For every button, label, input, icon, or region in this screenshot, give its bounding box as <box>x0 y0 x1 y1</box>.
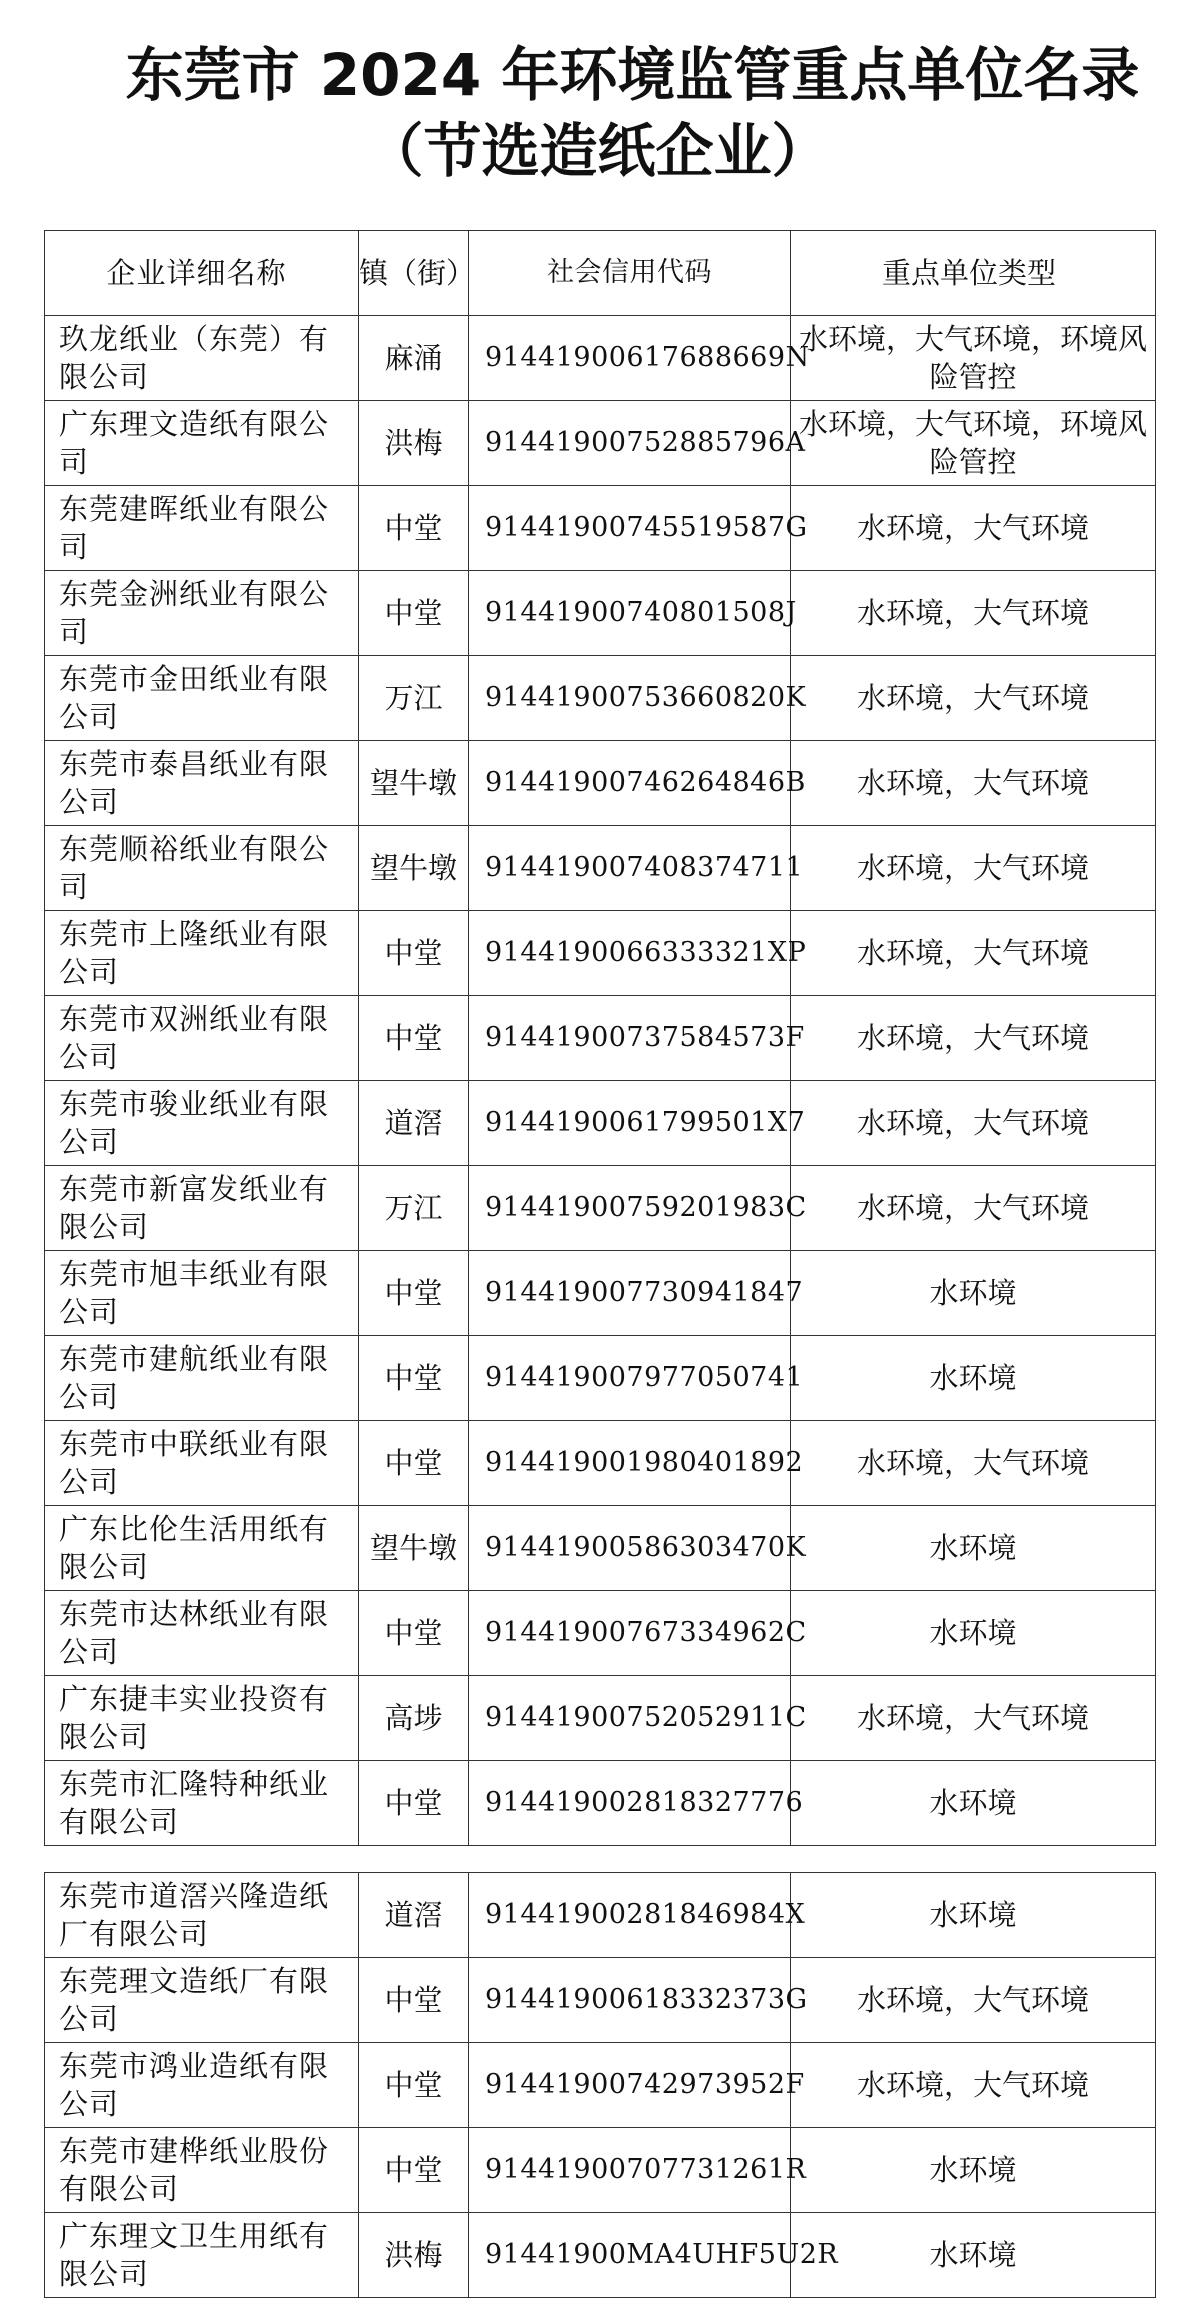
company-name: 东莞市双洲纸业有限公司 <box>45 996 359 1081</box>
company-name: 广东理文卫生用纸有限公司 <box>45 2213 359 2298</box>
page-title: 东莞市 2024 年环境监管重点单位名录 <box>125 41 1140 109</box>
credit-code: 91441900MA4UHF5U2R <box>469 2213 791 2298</box>
unit-type: 水环境 <box>791 1336 1156 1421</box>
enterprise-table <box>44 230 1156 1846</box>
credit-code: 914419007730941847 <box>469 1251 791 1336</box>
town-name: 中堂 <box>359 1591 469 1676</box>
town-name: 洪梅 <box>359 401 469 486</box>
company-name: 东莞市骏业纸业有限公司 <box>45 1081 359 1166</box>
table-row <box>45 1873 1156 1958</box>
company-name: 广东理文造纸有限公司 <box>45 401 359 486</box>
town-name: 中堂 <box>359 1421 469 1506</box>
town-name: 望牛墩 <box>359 1506 469 1591</box>
table-row <box>45 741 1156 826</box>
credit-code: 91441900707731261R <box>469 2128 791 2213</box>
unit-type: 水环境，大气环境 <box>791 1421 1156 1506</box>
credit-code: 91441900742973952F <box>469 2043 791 2128</box>
header-name: 企业详细名称 <box>45 231 359 316</box>
company-name: 东莞市道滘兴隆造纸厂有限公司 <box>45 1873 359 1958</box>
credit-code: 91441900617688669N <box>469 316 791 401</box>
table-row <box>45 826 1156 911</box>
table-row <box>45 1081 1156 1166</box>
town-name: 洪梅 <box>359 2213 469 2298</box>
town-name: 中堂 <box>359 996 469 1081</box>
unit-type: 水环境 <box>791 1761 1156 1846</box>
town-name: 望牛墩 <box>359 741 469 826</box>
header-town: 镇（街） <box>359 231 469 316</box>
credit-code: 914419007977050741 <box>469 1336 791 1421</box>
unit-type: 水环境 <box>791 1506 1156 1591</box>
table-row <box>45 1676 1156 1761</box>
company-name: 东莞市泰昌纸业有限公司 <box>45 741 359 826</box>
credit-code: 91441900740801508J <box>469 571 791 656</box>
company-name: 玖龙纸业（东莞）有限公司 <box>45 316 359 401</box>
header-code: 社会信用代码 <box>469 231 791 316</box>
town-name: 中堂 <box>359 1761 469 1846</box>
header-type: 重点单位类型 <box>791 231 1156 316</box>
table-header-row <box>45 231 1156 316</box>
table-row <box>45 571 1156 656</box>
credit-code: 91441900281846984X <box>469 1873 791 1958</box>
town-name: 望牛墩 <box>359 826 469 911</box>
unit-type: 水环境 <box>791 2128 1156 2213</box>
company-name: 东莞市中联纸业有限公司 <box>45 1421 359 1506</box>
town-name: 中堂 <box>359 571 469 656</box>
credit-code: 91441900752052911C <box>469 1676 791 1761</box>
company-name: 东莞理文造纸厂有限公司 <box>45 1958 359 2043</box>
credit-code: 91441900767334962C <box>469 1591 791 1676</box>
town-name: 高埗 <box>359 1676 469 1761</box>
unit-type: 水环境，大气环境 <box>791 656 1156 741</box>
unit-type: 水环境 <box>791 1873 1156 1958</box>
table-row <box>45 1761 1156 1846</box>
table-row <box>45 1591 1156 1676</box>
town-name: 中堂 <box>359 486 469 571</box>
town-name: 中堂 <box>359 1251 469 1336</box>
credit-code: 91441900745519587G <box>469 486 791 571</box>
town-name: 中堂 <box>359 1958 469 2043</box>
unit-type: 水环境，大气环境 <box>791 1081 1156 1166</box>
company-name: 东莞市上隆纸业有限公司 <box>45 911 359 996</box>
credit-code: 914419001980401892 <box>469 1421 791 1506</box>
table-row <box>45 1166 1156 1251</box>
table-row <box>45 996 1156 1081</box>
company-name: 东莞市汇隆特种纸业有限公司 <box>45 1761 359 1846</box>
table-row <box>45 2128 1156 2213</box>
credit-code: 914419007408374711 <box>469 826 791 911</box>
credit-code: 91441900618332373G <box>469 1958 791 2043</box>
unit-type: 水环境 <box>791 1251 1156 1336</box>
unit-type: 水环境 <box>791 2213 1156 2298</box>
table-row <box>45 2043 1156 2128</box>
unit-type: 水环境，大气环境 <box>791 911 1156 996</box>
credit-code: 914419002818327776 <box>469 1761 791 1846</box>
table-row <box>45 1421 1156 1506</box>
unit-type: 水环境，大气环境 <box>791 1166 1156 1251</box>
table-row <box>45 2213 1156 2298</box>
table-row <box>45 401 1156 486</box>
unit-type: 水环境 <box>791 1591 1156 1676</box>
company-name: 东莞金洲纸业有限公司 <box>45 571 359 656</box>
unit-type: 水环境，大气环境 <box>791 486 1156 571</box>
town-name: 道滘 <box>359 1081 469 1166</box>
unit-type: 水环境，大气环境，环境风险管控 <box>791 401 1156 486</box>
town-name: 中堂 <box>359 1336 469 1421</box>
town-name: 中堂 <box>359 2043 469 2128</box>
table-row <box>45 1506 1156 1591</box>
credit-code: 91441900752885796A <box>469 401 791 486</box>
enterprise-table-continued <box>44 1872 1156 2298</box>
credit-code: 91441900737584573F <box>469 996 791 1081</box>
credit-code: 91441900586303470K <box>469 1506 791 1591</box>
company-name: 东莞市旭丰纸业有限公司 <box>45 1251 359 1336</box>
company-name: 东莞市建航纸业有限公司 <box>45 1336 359 1421</box>
town-name: 道滘 <box>359 1873 469 1958</box>
company-name: 东莞市建桦纸业股份有限公司 <box>45 2128 359 2213</box>
town-name: 万江 <box>359 1166 469 1251</box>
company-name: 东莞市金田纸业有限公司 <box>45 656 359 741</box>
town-name: 中堂 <box>359 2128 469 2213</box>
credit-code: 9144190066333321XP <box>469 911 791 996</box>
unit-type: 水环境，大气环境，环境风险管控 <box>791 316 1156 401</box>
unit-type: 水环境，大气环境 <box>791 826 1156 911</box>
unit-type: 水环境，大气环境 <box>791 1958 1156 2043</box>
page-subtitle: （节选造纸企业） <box>365 117 830 185</box>
credit-code: 9144190061799501X7 <box>469 1081 791 1166</box>
table-row <box>45 1958 1156 2043</box>
table-row <box>45 911 1156 996</box>
credit-code: 91441900753660820K <box>469 656 791 741</box>
town-name: 万江 <box>359 656 469 741</box>
unit-type: 水环境，大气环境 <box>791 571 1156 656</box>
credit-code: 91441900746264846B <box>469 741 791 826</box>
company-name: 东莞市新富发纸业有限公司 <box>45 1166 359 1251</box>
company-name: 东莞顺裕纸业有限公司 <box>45 826 359 911</box>
unit-type: 水环境，大气环境 <box>791 2043 1156 2128</box>
table-row <box>45 1336 1156 1421</box>
company-name: 东莞市达林纸业有限公司 <box>45 1591 359 1676</box>
unit-type: 水环境，大气环境 <box>791 996 1156 1081</box>
table-row <box>45 1251 1156 1336</box>
town-name: 中堂 <box>359 911 469 996</box>
company-name: 广东比伦生活用纸有限公司 <box>45 1506 359 1591</box>
table-row <box>45 486 1156 571</box>
unit-type: 水环境，大气环境 <box>791 741 1156 826</box>
table-row <box>45 316 1156 401</box>
table-row <box>45 656 1156 741</box>
company-name: 东莞建晖纸业有限公司 <box>45 486 359 571</box>
company-name: 广东捷丰实业投资有限公司 <box>45 1676 359 1761</box>
credit-code: 91441900759201983C <box>469 1166 791 1251</box>
town-name: 麻涌 <box>359 316 469 401</box>
unit-type: 水环境，大气环境 <box>791 1676 1156 1761</box>
company-name: 东莞市鸿业造纸有限公司 <box>45 2043 359 2128</box>
